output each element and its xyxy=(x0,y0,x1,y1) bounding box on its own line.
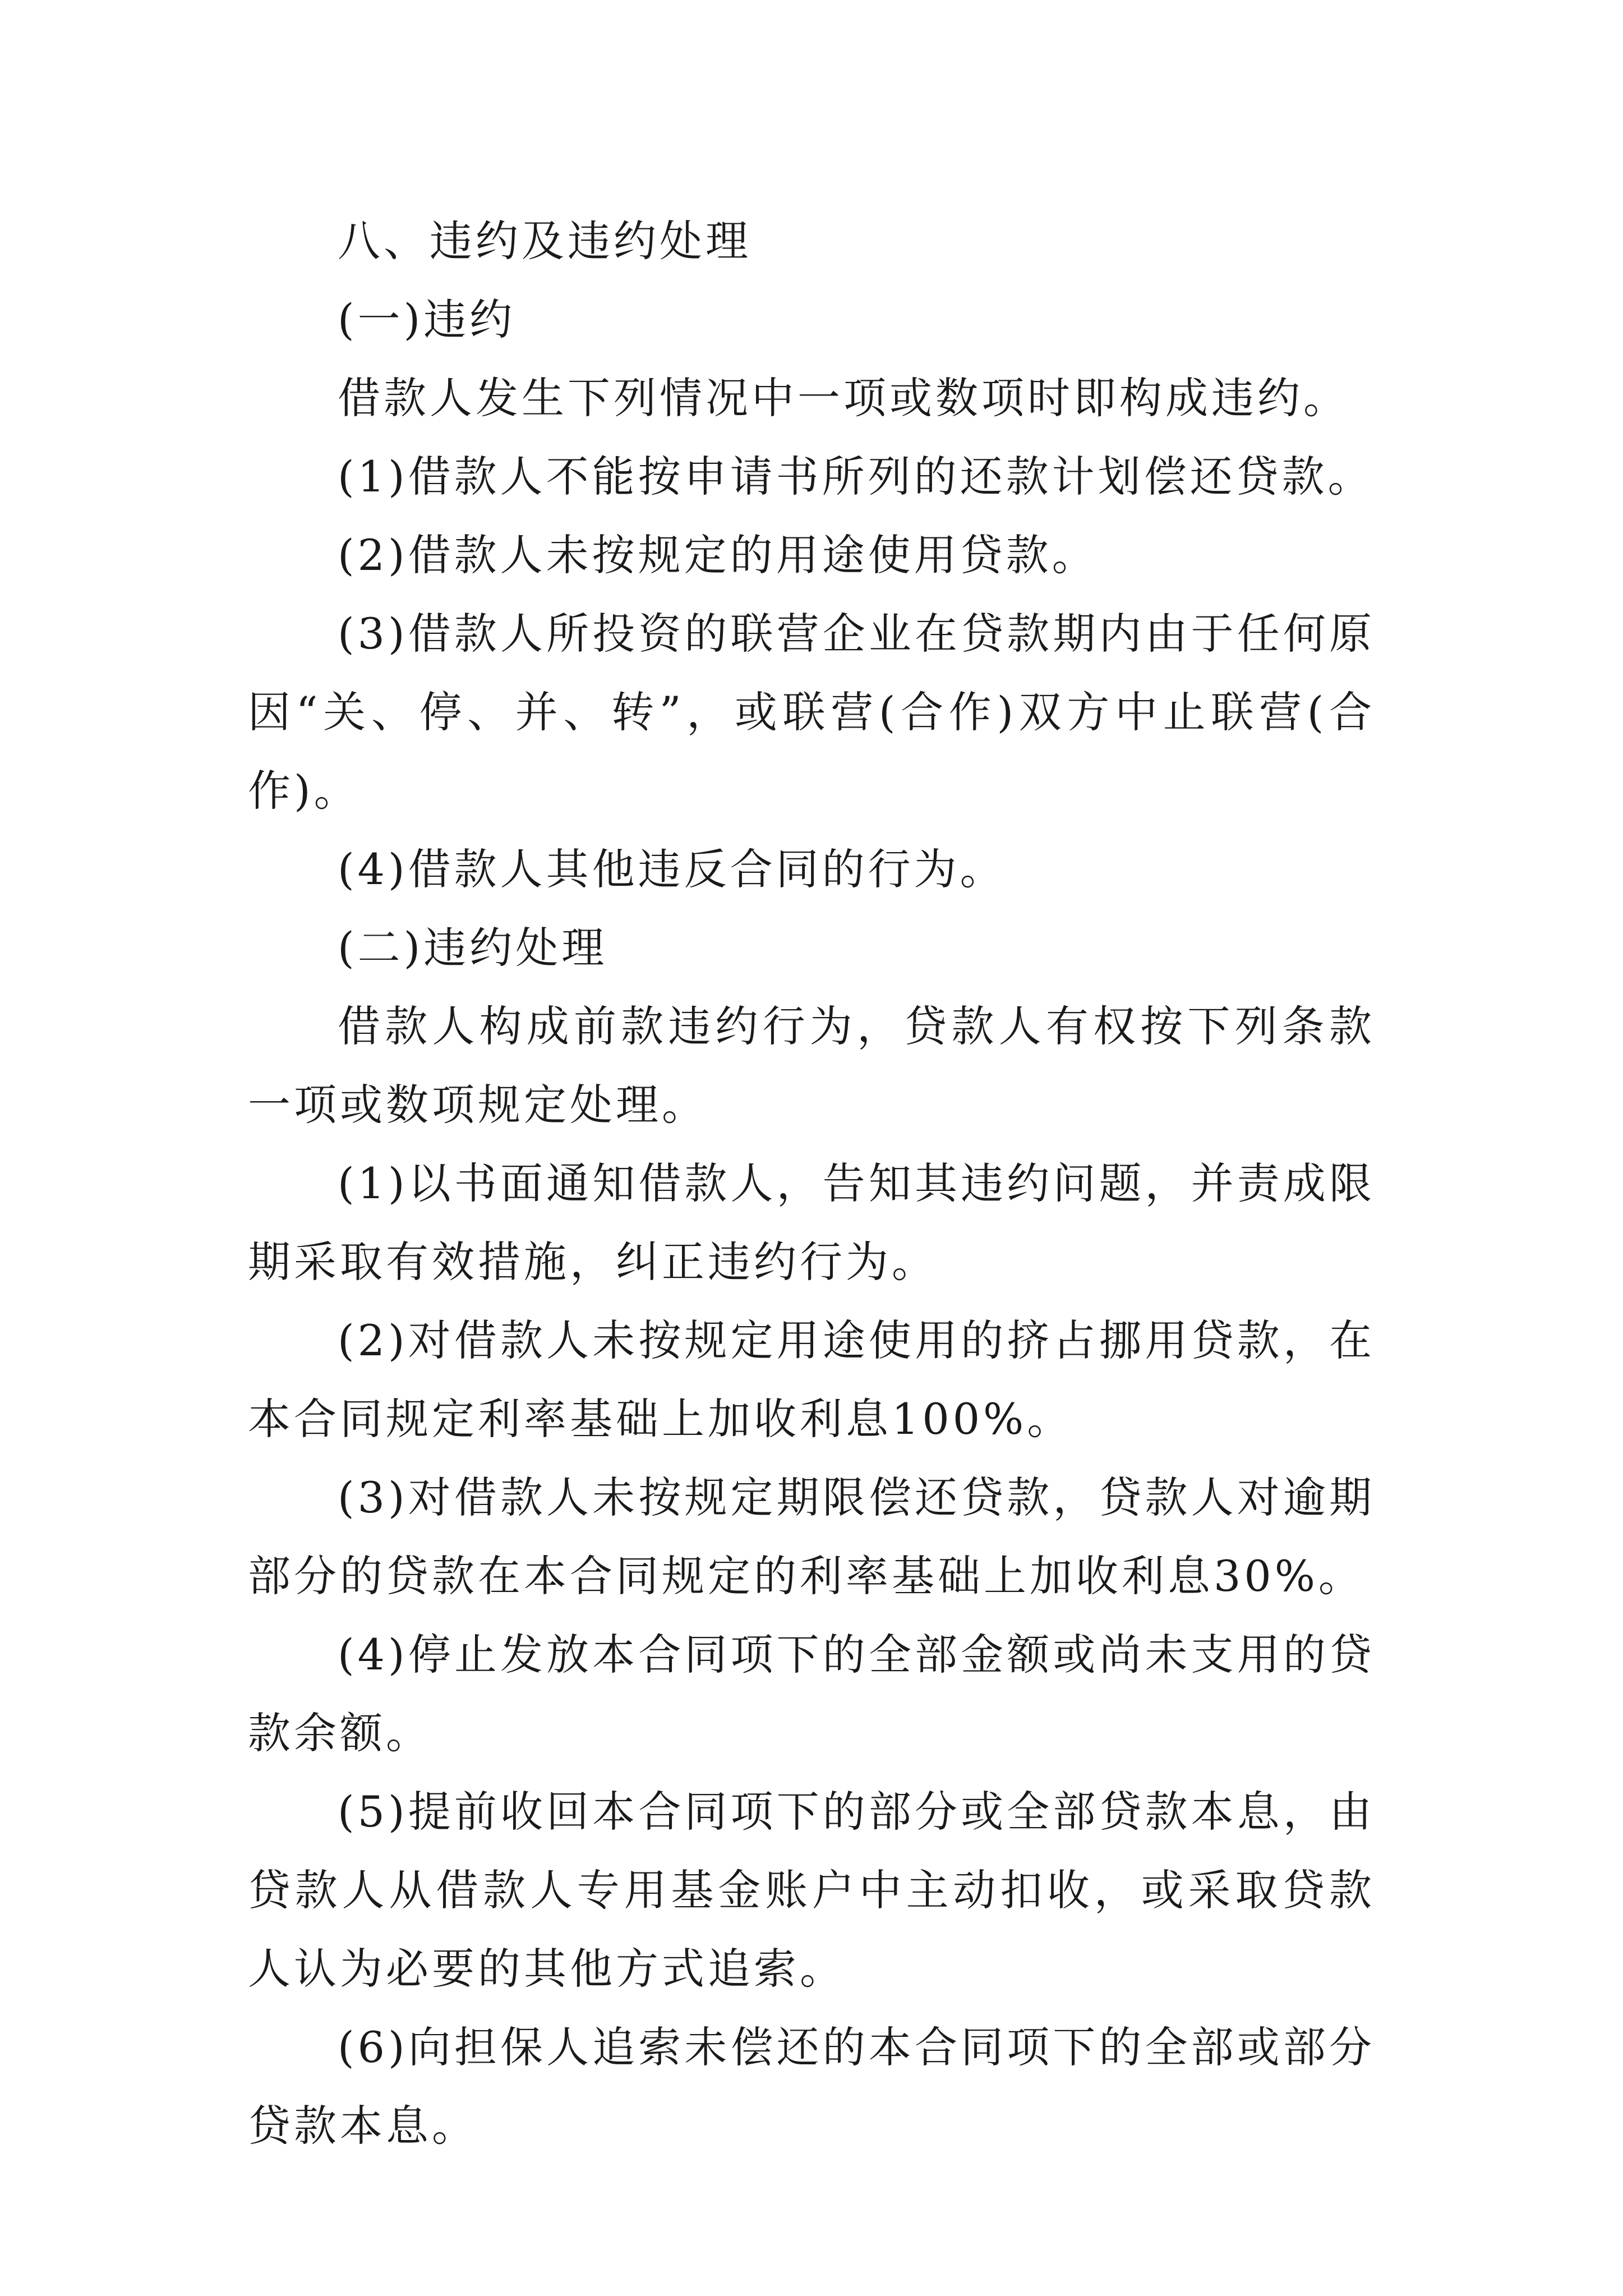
document-body xyxy=(248,202,1375,2165)
list-item: (2)对借款人未按规定用途使用的挤占挪用贷款，在本合同规定利率基础上加收利息100%。 xyxy=(248,1315,1375,1444)
list-item: (3)对借款人未按规定期限偿还贷款，贷款人对逾期部分的贷款在本合同规定的利率基础上加收利息30%。 xyxy=(248,1473,1375,1601)
paragraph: 借款人构成前款违约行为，贷款人有权按下列条款一项或数项规定处理。 xyxy=(248,1001,1375,1130)
section-heading: 八、违约及违约处理 xyxy=(338,216,751,266)
list-item: (4)借款人其他违反合同的行为。 xyxy=(338,844,1006,894)
list-item: (3)借款人所投资的联营企业在贷款期内由于任何原因“关、停、并、转”，或联营(合作)双方中止联营(合作)。 xyxy=(248,609,1375,816)
list-item: (4)停止发放本合同项下的全部金额或尚未支用的贷款余额。 xyxy=(248,1630,1375,1758)
list-item: (2)借款人未按规定的用途使用贷款。 xyxy=(338,530,1098,580)
list-item: (1)以书面通知借款人，告知其违约问题，并责成限期采取有效措施，纠正违约行为。 xyxy=(248,1158,1375,1287)
list-item: (5)提前收回本合同项下的部分或全部贷款本息，由贷款人从借款人专用基金账户中主动扣收，或采取贷款人认为必要的其他方式追索。 xyxy=(248,1787,1375,1994)
subsection-heading-default: (一)违约 xyxy=(338,295,516,344)
list-item: (6)向担保人追索未偿还的本合同项下的全部或部分贷款本息。 xyxy=(248,2022,1375,2151)
subsection-heading-handling: (二)违约处理 xyxy=(338,923,608,973)
list-item: (1)借款人不能按申请书所列的还款计划偿还贷款。 xyxy=(338,452,1374,501)
paragraph: 借款人发生下列情况中一项或数项时即构成违约。 xyxy=(338,373,1349,423)
